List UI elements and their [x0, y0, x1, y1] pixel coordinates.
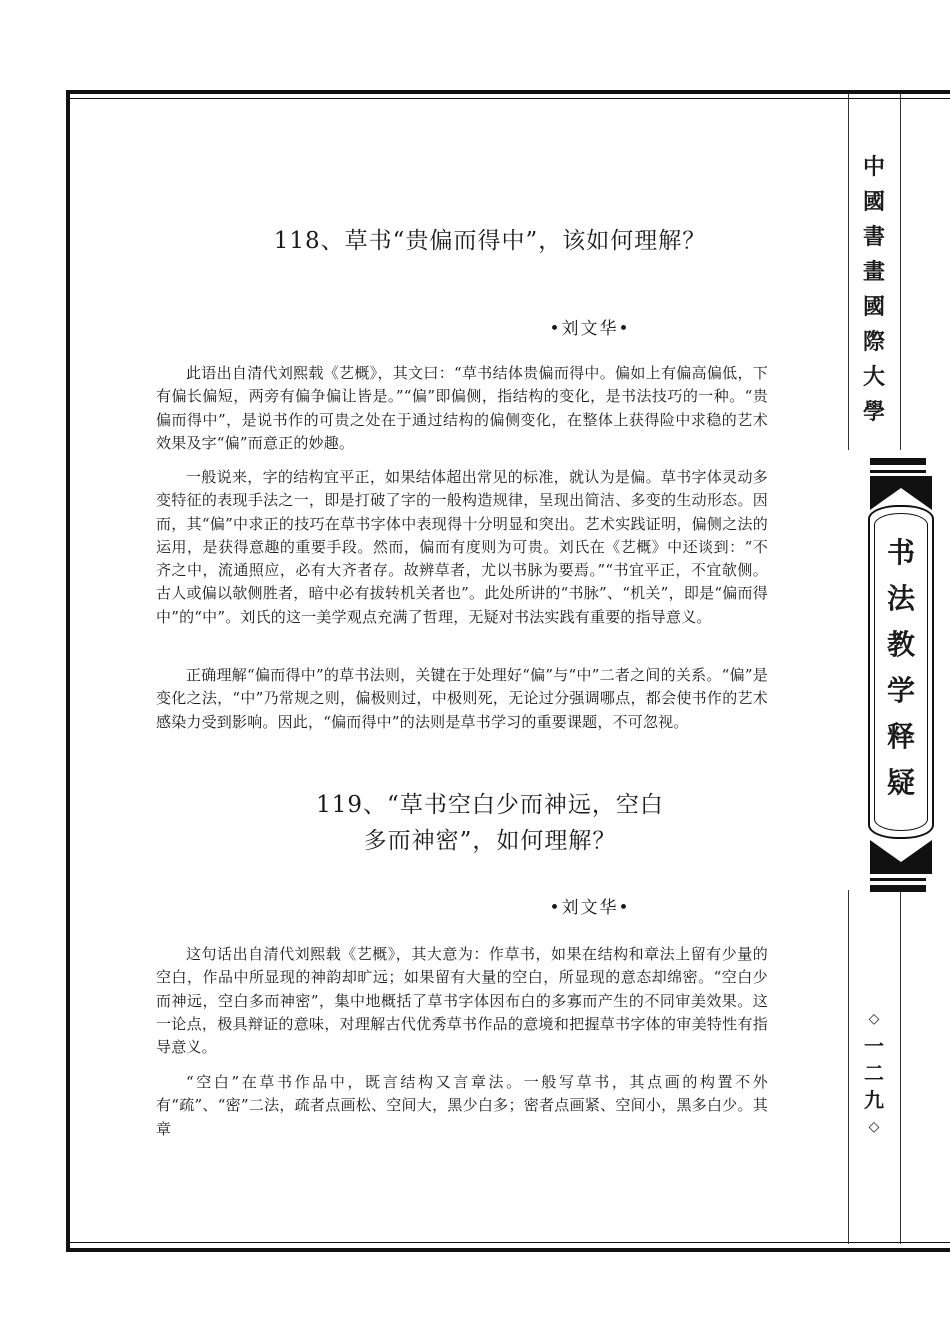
- frame-inner-bottom-line: [66, 1242, 950, 1243]
- frame-top-border: [66, 90, 950, 94]
- ornament-bottom-shape: [868, 840, 934, 876]
- page-number-char: 九: [864, 1088, 884, 1112]
- ornament-bar-top-1: [870, 458, 926, 465]
- school-char: 學: [862, 400, 885, 425]
- series-char: 疑: [886, 766, 915, 799]
- school-name-vertical: [852, 150, 896, 430]
- series-char: 释: [886, 720, 915, 753]
- school-char: 大: [862, 365, 885, 390]
- ornament-bar-bottom-2: [870, 885, 926, 892]
- section-119-author: •刘文华•: [549, 898, 631, 918]
- section-118-paragraph-1: 此语出自清代刘熙载《艺概》，其文曰：“草书结体贵偏而得中。偏如上有偏高偏低，下有偏长偏短，两旁有偏争偏让皆是。”“偏”即偏侧，指结构的变化，是书法技巧的一种。“贵偏而得中”，是说书作的可贵之处在于通过结构的偏侧变化，在整体上获得险中求稳的艺术效果及字“偏”而意正的妙趣。: [156, 364, 768, 452]
- diamond-icon: ◇: [868, 1119, 880, 1135]
- page-number-vertical: [852, 1006, 896, 1141]
- section-119-heading-line-1: 119、“草书空白少而神远，空白: [316, 792, 664, 818]
- school-char: 中: [862, 155, 885, 180]
- section-119-paragraph-1: 这句话出自清代刘熙载《艺概》，其大意为：作草书，如果在结构和章法上留有少量的空白，作品中所显现的神韵却旷远；如果留有大量的空白，所显现的意态却绵密。“空白少而神远，空白多而神密”，集中地概括了草书字体因布白的多寡而产生的不同审美效果。这一论点，极具辩证的意味，对理解古代优秀草书作品的意境和把握草书字体的审美特性有指导意义。: [156, 945, 768, 1057]
- series-title-vertical: [868, 530, 934, 806]
- school-char: 畫: [862, 260, 885, 285]
- section-119-paragraph-2: “空白”在草书作品中，既言结构又言章法。一般写草书，其点画的构置不外有“疏”、“密”二法，疏者点画松、空间大，黑少白多；密者点画紧、空间小，黑多白少。其章: [156, 1073, 768, 1138]
- school-char: 際: [862, 330, 885, 355]
- diamond-icon: ◇: [868, 1011, 880, 1027]
- series-char: 学: [886, 674, 915, 707]
- frame-inner-top-line: [66, 98, 950, 99]
- page-number-char: 二: [864, 1061, 884, 1085]
- section-118-author: •刘文华•: [549, 319, 631, 339]
- section-118-paragraph-2: 一般说来，字的结构宜平正，如果结体超出常见的标准，就认为是偏。草书字体灵动多变特征的表现手法之一，即是打破了字的一般构造规律，呈现出简洁、多变的生动形态。因而，其“偏”中求正的技巧在草书字体中表现得十分明显和突出。艺术实践证明，偏侧之法的运用，是获得意趣的重要手段。然而，偏而有度则为可贵。刘氏在《艺概》中还谈到：“不齐之中，流通照应，必有大齐者存。故辨草者，尤以书脉为要焉。”“书宜平正，不宜欹侧。古人或偏以欹侧胜者，暗中必有拔转机关者也”。此处所讲的“书脉”、“机关”，即是“偏而得中”的“中”。刘氏的这一美学观点充满了哲理，无疑对书法实践有重要的指导意义。: [156, 468, 768, 626]
- frame-left-border: [66, 90, 70, 1252]
- ornament-bar-top-2: [870, 470, 926, 473]
- page-number-char: 一: [864, 1034, 884, 1058]
- series-char: 教: [886, 628, 915, 661]
- series-char: 法: [886, 582, 915, 615]
- school-char: 書: [862, 225, 885, 250]
- section-118-heading: 118、草书“贵偏而得中”，该如何理解？: [273, 228, 707, 254]
- school-char: 國: [862, 190, 885, 215]
- school-char: 國: [862, 295, 885, 320]
- section-119-heading-line-2: 多而神密”，如何理解？: [363, 828, 617, 854]
- frame-bottom-border: [66, 1248, 950, 1252]
- series-char: 书: [886, 536, 915, 569]
- ornament-bar-bottom-1: [870, 878, 926, 881]
- section-118-paragraph-3: 正确理解“偏而得中”的草书法则，关键在于处理好“偏”与“中”二者之间的关系。“偏”是变化之法，“中”乃常规之则，偏极则过，中极则死，无论过分强调哪点，都会使书作的艺术感染力受到影响。因此，“偏而得中”的法则是草书学习的重要课题，不可忽视。: [156, 666, 768, 731]
